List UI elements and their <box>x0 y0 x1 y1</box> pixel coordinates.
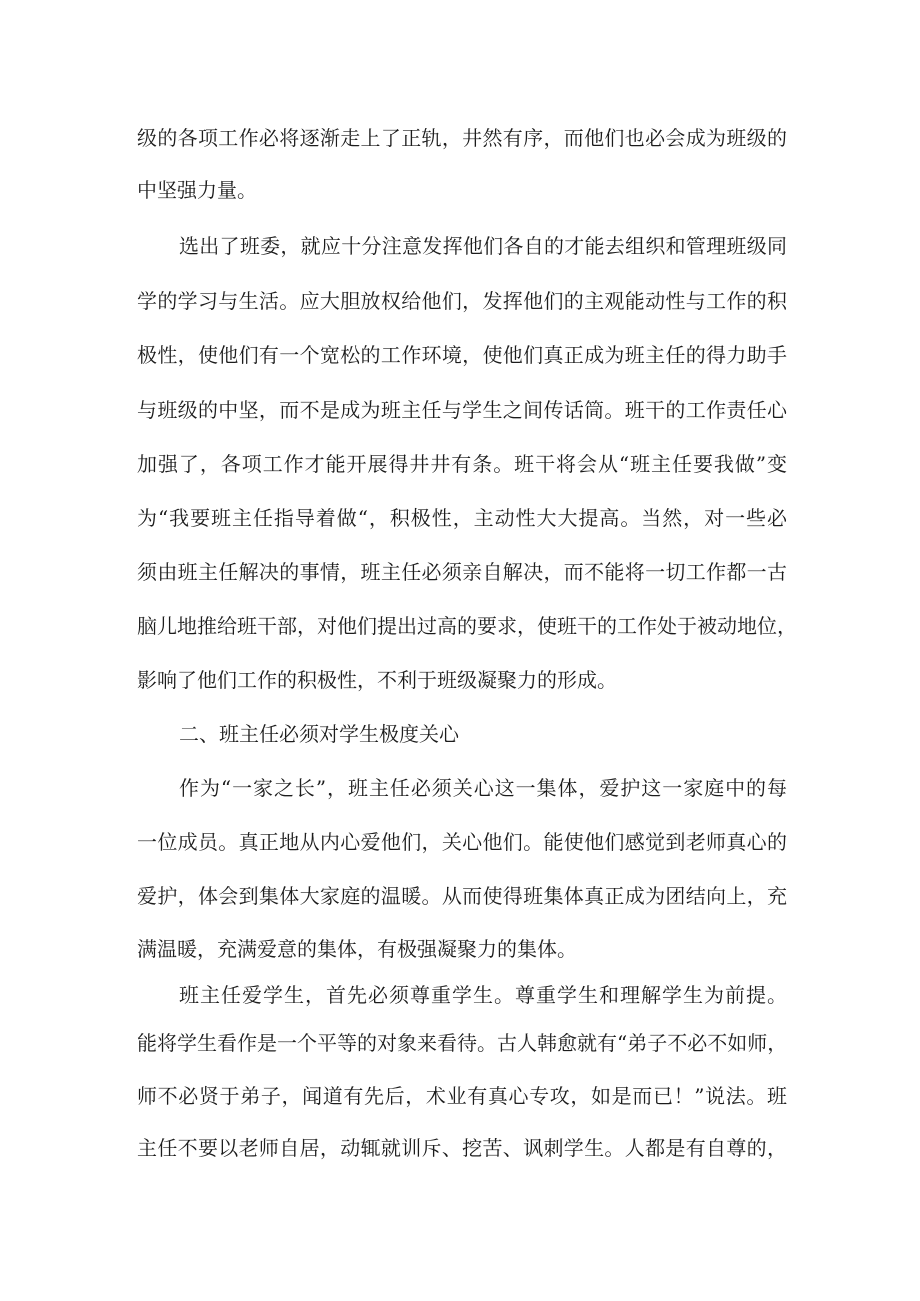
text-line-6: 与班级的中坚，而不是成为班主任与学生之间传话筒。班干的工作责任心 <box>137 398 787 422</box>
paragraph-indent-line: 作为“一家之长”，班主任必须关心这一集体，爱护这一家庭中的每 <box>179 776 787 800</box>
text-line-9: 须由班主任解决的事情，班主任必须亲自解决，而不能将一切工作都一古 <box>137 560 787 584</box>
text-line-18: 能将学生看作是一个平等的对象来看待。古人韩愈就有“弟子不必不如师， <box>137 1031 788 1055</box>
text-line-1: 级的各项工作必将逐渐走上了正轨，井然有序，而他们也必会成为班级的 <box>137 126 787 150</box>
text-line-19: 师不必贤于弟子，闻道有先后，术业有真心专攻，如是而已！”说法。班 <box>137 1084 787 1108</box>
text-line-8: 为“我要班主任指导着做“，积极性，主动性大大提高。当然，对一些必 <box>137 506 787 530</box>
text-line-11: 影响了他们工作的积极性，不利于班级凝聚力的形成。 <box>137 668 617 692</box>
text-line-7: 加强了，各项工作才能开展得井井有条。班干将会从“班主任要我做”变 <box>137 452 787 476</box>
text-line-5: 极性，使他们有一个宽松的工作环境，使他们真正成为班主任的得力助手 <box>137 343 787 367</box>
section-heading: 二、班主任必须对学生极度关心 <box>179 722 459 746</box>
paragraph-indent-line: 选出了班委，就应十分注意发挥他们各自的才能去组织和管理班级同 <box>179 234 787 258</box>
text-line-15: 爱护，体会到集体大家庭的温暖。从而使得班集体真正成为团结向上，充 <box>137 884 787 908</box>
text-line-2: 中坚强力量。 <box>137 178 257 202</box>
text-line-4: 学的学习与生活。应大胆放权给他们，发挥他们的主观能动性与工作的积 <box>137 289 787 313</box>
paragraph-indent-line: 班主任爱学生，首先必须尊重学生。尊重学生和理解学生为前提。 <box>179 983 787 1007</box>
text-line-14: 一位成员。真正地从内心爱他们，关心他们。能使他们感觉到老师真心的 <box>137 830 787 854</box>
text-line-16: 满温暖，充满爱意的集体，有极强凝聚力的集体。 <box>137 937 577 961</box>
text-line-10: 脑儿地推给班干部，对他们提出过高的要求，使班干的工作处于被动地位， <box>137 614 797 638</box>
text-line-20: 主任不要以老师自居，动辄就训斥、挖苦、讽刺学生。人都是有自尊的， <box>137 1136 787 1160</box>
